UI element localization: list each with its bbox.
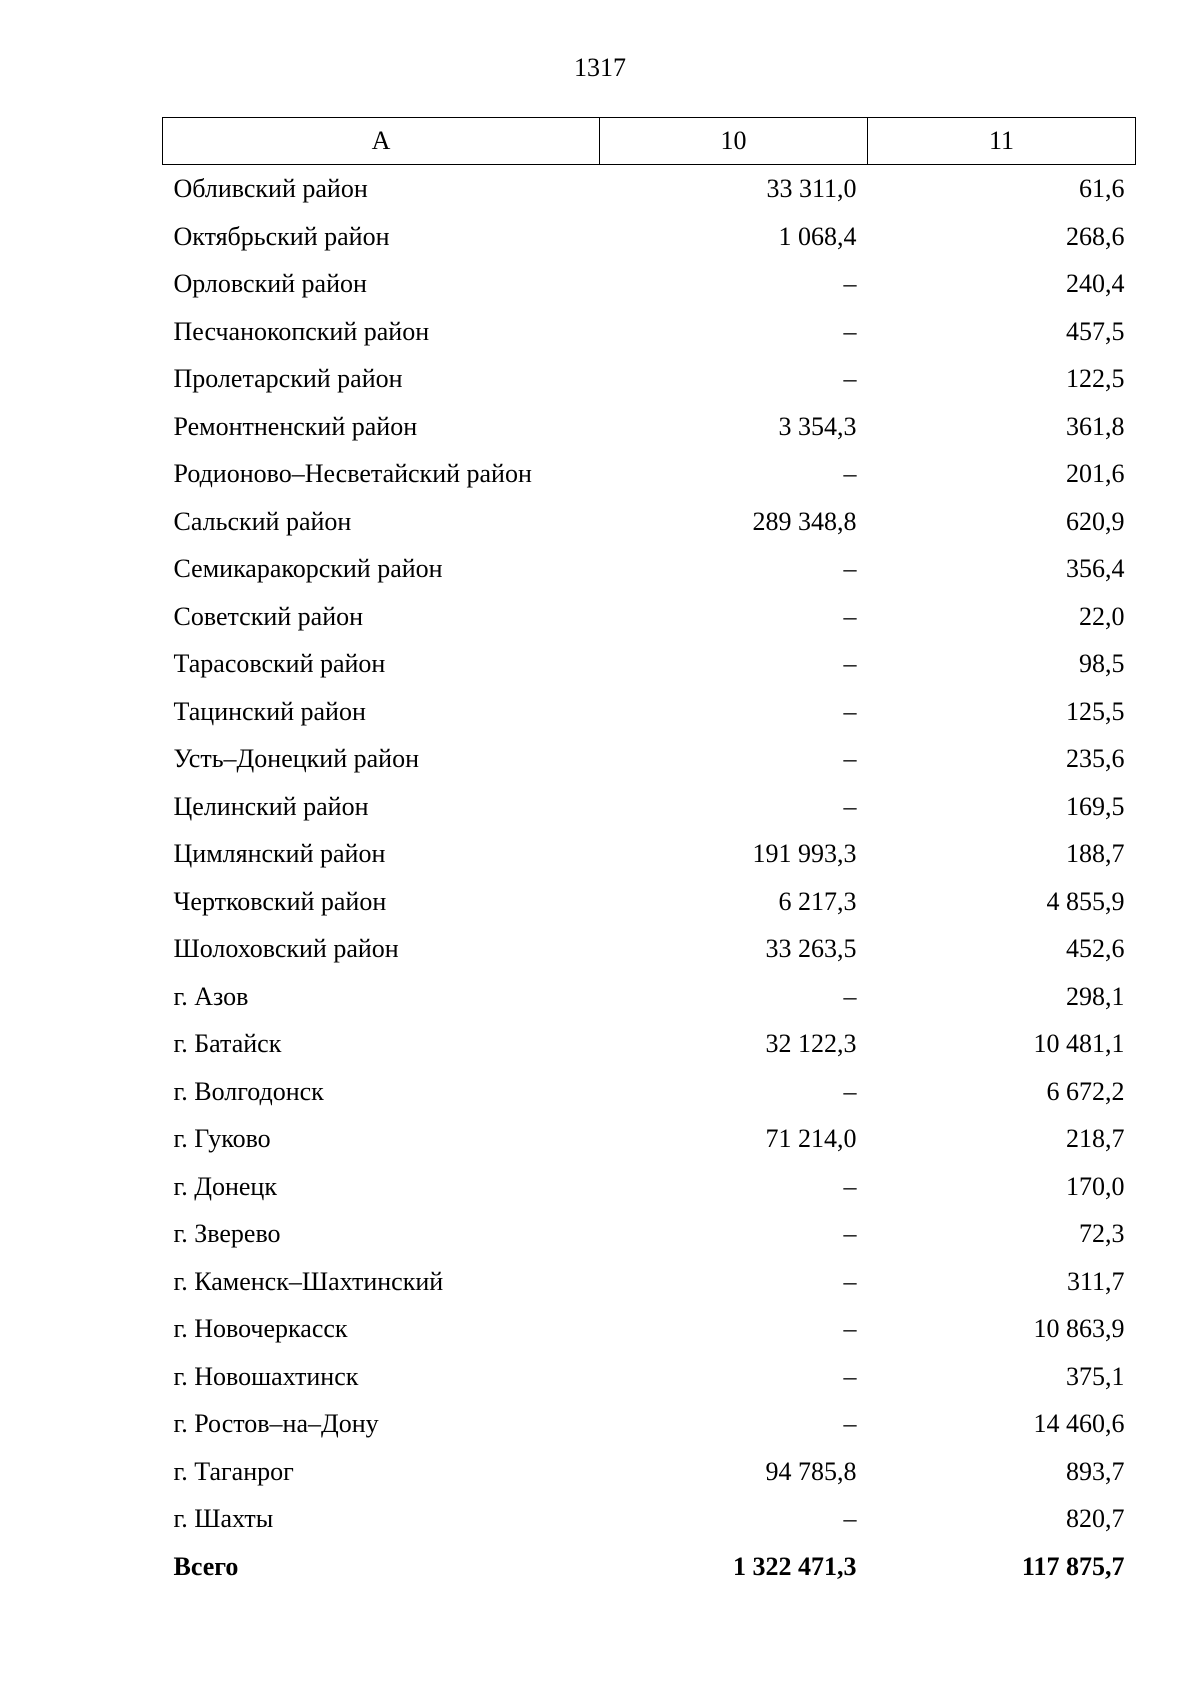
- row-name-cell: г. Зверево: [173, 1219, 281, 1248]
- row-col10-cell: –: [843, 1504, 857, 1533]
- row-col10-cell: 71 214,0: [765, 1124, 857, 1153]
- row-col11-cell: 22,0: [1079, 601, 1125, 631]
- row-col11-cell: 72,3: [1079, 1219, 1125, 1248]
- row-col11-cell: 457,5: [1066, 316, 1125, 346]
- table-row: [163, 308, 1136, 356]
- row-col10-cell: –: [843, 459, 857, 488]
- row-col10-cell: –: [843, 791, 857, 821]
- table-row: [163, 1448, 1136, 1496]
- row-name-cell: г. Волгодонск: [173, 1076, 324, 1106]
- row-col11-cell: 356,4: [1066, 554, 1125, 583]
- row-col11-cell: 201,6: [1066, 459, 1125, 488]
- row-col11-cell: 122,5: [1066, 364, 1125, 393]
- row-col11-cell: 268,6: [1066, 221, 1125, 251]
- table-row: [163, 1400, 1136, 1448]
- row-col11-cell: 235,6: [1066, 744, 1125, 773]
- table-row: [163, 925, 1136, 973]
- row-name-cell: г. Ростов–на–Дону: [173, 1409, 379, 1438]
- row-col10-cell: –: [843, 1076, 857, 1106]
- row-col10-cell: 32 122,3: [765, 1029, 857, 1058]
- row-col10-cell: –: [843, 1361, 857, 1391]
- row-col11-cell: 820,7: [1066, 1504, 1125, 1533]
- row-col10-cell: –: [843, 554, 857, 583]
- row-col10-cell: –: [843, 696, 857, 726]
- table-row: [163, 213, 1136, 261]
- table-row: [163, 640, 1136, 688]
- row-col10-cell: 33 263,5: [765, 934, 857, 963]
- table-row: [163, 1115, 1136, 1163]
- row-col10-cell: 3 354,3: [778, 411, 857, 441]
- page-number: 1317: [574, 53, 626, 82]
- row-col10-cell: –: [843, 1266, 857, 1296]
- row-col10-cell: –: [843, 1219, 857, 1248]
- table-row: [163, 735, 1136, 783]
- table-row: [163, 593, 1136, 641]
- row-col10-cell: 94 785,8: [765, 1456, 857, 1486]
- row-name-cell: г. Гуково: [173, 1124, 271, 1153]
- total-col11-cell: 117 875,7: [1021, 1551, 1125, 1581]
- table-row: [163, 973, 1136, 1021]
- row-col10-cell: –: [843, 1314, 857, 1343]
- row-name-cell: г. Шахты: [173, 1504, 274, 1533]
- row-name-cell: Сальский район: [173, 506, 352, 536]
- row-name-cell: г. Новошахтинск: [173, 1361, 359, 1391]
- row-col11-cell: 98,5: [1079, 649, 1125, 678]
- row-col10-cell: –: [843, 744, 857, 773]
- row-col11-cell: 893,7: [1066, 1456, 1125, 1486]
- row-name-cell: Октябрьский район: [173, 221, 390, 251]
- table-header: [163, 118, 1136, 165]
- table-row: [163, 498, 1136, 546]
- row-name-cell: Семикаракорский район: [173, 554, 443, 583]
- table-row: [163, 830, 1136, 878]
- table-row: [163, 450, 1136, 498]
- table-body: [163, 165, 1136, 1591]
- table-row: [163, 355, 1136, 403]
- row-col11-cell: 6 672,2: [1046, 1076, 1125, 1106]
- row-name-cell: Тацинский район: [173, 696, 366, 726]
- table-row: [163, 403, 1136, 451]
- row-col11-cell: 61,6: [1079, 174, 1125, 203]
- table-row: [163, 1258, 1136, 1306]
- row-col11-cell: 298,1: [1066, 981, 1125, 1011]
- row-name-cell: Орловский район: [173, 269, 367, 298]
- row-name-cell: г. Таганрог: [173, 1456, 294, 1486]
- header-cell-a: А: [163, 118, 600, 165]
- row-name-cell: Ремонтненский район: [173, 411, 418, 441]
- row-name-cell: Песчанокопский район: [173, 316, 430, 346]
- table-row: [163, 1210, 1136, 1258]
- row-name-cell: г. Батайск: [173, 1029, 282, 1058]
- row-col10-cell: –: [843, 649, 857, 678]
- row-name-cell: Усть–Донецкий район: [173, 744, 419, 773]
- row-col11-cell: 188,7: [1066, 839, 1125, 868]
- row-col10-cell: –: [843, 1171, 857, 1201]
- table-row: [163, 1020, 1136, 1068]
- row-col10-cell: –: [843, 269, 857, 298]
- total-col10-cell: 1 322 471,3: [733, 1551, 857, 1581]
- total-row: [163, 1543, 1136, 1591]
- row-col10-cell: 289 348,8: [752, 506, 857, 536]
- row-col11-cell: 169,5: [1066, 791, 1125, 821]
- row-name-cell: г. Каменск–Шахтинский: [173, 1266, 444, 1296]
- table-row: [163, 1353, 1136, 1401]
- row-col11-cell: 375,1: [1066, 1361, 1125, 1391]
- row-col11-cell: 218,7: [1066, 1124, 1125, 1153]
- row-col11-cell: 311,7: [1066, 1266, 1125, 1296]
- row-name-cell: Пролетарский район: [173, 364, 403, 393]
- table-row: [163, 545, 1136, 593]
- row-col10-cell: –: [843, 1409, 857, 1438]
- row-col10-cell: –: [843, 601, 857, 631]
- row-col11-cell: 4 855,9: [1046, 886, 1125, 916]
- row-col11-cell: 14 460,6: [1033, 1409, 1125, 1438]
- row-col10-cell: –: [843, 316, 857, 346]
- table-row: [163, 1495, 1136, 1543]
- row-col10-cell: –: [843, 981, 857, 1011]
- row-name-cell: г. Новочеркасск: [173, 1314, 348, 1343]
- row-col11-cell: 10 863,9: [1033, 1314, 1125, 1343]
- header-cell-10: 10: [600, 118, 868, 165]
- row-col11-cell: 170,0: [1066, 1171, 1125, 1201]
- row-name-cell: Тарасовский район: [173, 649, 386, 678]
- row-col10-cell: 191 993,3: [752, 839, 857, 868]
- row-col11-cell: 620,9: [1066, 506, 1125, 536]
- row-col11-cell: 10 481,1: [1033, 1029, 1125, 1058]
- row-col11-cell: 452,6: [1066, 934, 1125, 963]
- table-row: [163, 878, 1136, 926]
- row-name-cell: г. Азов: [173, 981, 249, 1011]
- row-col11-cell: 240,4: [1066, 269, 1125, 298]
- row-name-cell: Советский район: [173, 601, 364, 631]
- row-name-cell: Родионово–Несветайский район: [173, 459, 532, 488]
- header-row: [163, 118, 1136, 165]
- row-col11-cell: 125,5: [1066, 696, 1125, 726]
- row-col10-cell: 1 068,4: [778, 221, 857, 251]
- table-row: [163, 1068, 1136, 1116]
- table-row: [163, 783, 1136, 831]
- row-name-cell: г. Донецк: [173, 1171, 277, 1201]
- table-row: [163, 165, 1136, 213]
- row-name-cell: Шолоховский район: [173, 934, 399, 963]
- row-name-cell: Обливский район: [173, 174, 368, 203]
- total-label-cell: Всего: [173, 1551, 239, 1581]
- header-cell-11: 11: [868, 118, 1136, 165]
- table-row: [163, 1163, 1136, 1211]
- row-col11-cell: 361,8: [1066, 411, 1125, 441]
- row-name-cell: Цимлянский район: [173, 839, 386, 868]
- table-row: [163, 1305, 1136, 1353]
- row-col10-cell: 6 217,3: [778, 886, 857, 916]
- row-col10-cell: 33 311,0: [766, 174, 857, 203]
- table-row: [163, 260, 1136, 308]
- row-name-cell: Целинский район: [173, 791, 369, 821]
- row-col10-cell: –: [843, 364, 857, 393]
- row-name-cell: Чертковский район: [173, 886, 387, 916]
- data-table: [162, 117, 1136, 1590]
- table-row: [163, 688, 1136, 736]
